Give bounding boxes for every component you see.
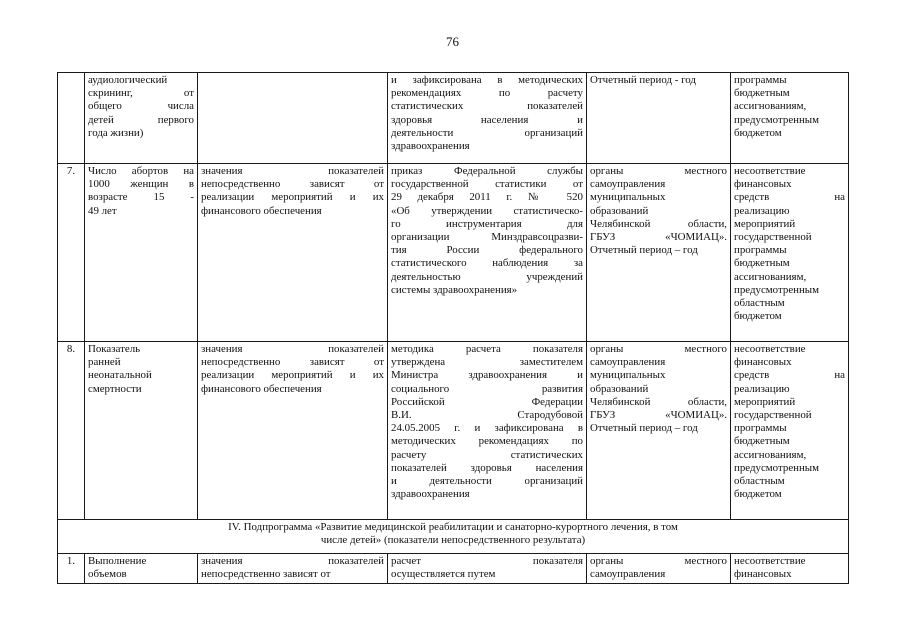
cell-text-line: финансовых: [734, 178, 792, 191]
factors-cell: [198, 164, 388, 342]
cell-text-line: финансовых: [734, 356, 792, 369]
cell-text-line: значения показателей: [201, 555, 384, 567]
cell-text-line: деятельностью учреждений: [391, 270, 583, 283]
cell-text-line: и зафиксирована в методических: [391, 74, 583, 86]
cell-text-line: объемов: [88, 568, 127, 581]
method-cell: [388, 164, 587, 342]
cell-text-line: финансового обеспечения: [201, 204, 322, 217]
cell-text-line: Министра здравоохранения и: [391, 369, 583, 382]
risk-cell: [731, 554, 849, 584]
cell-text-line: реализацию: [734, 204, 790, 217]
cell-text-line: расчету статистических: [391, 448, 583, 461]
cell-text-line: самоуправления: [590, 356, 666, 369]
cell-text-line: государственной статистики от: [391, 178, 583, 191]
risk-cell: [731, 342, 849, 520]
cell-text-line: го инструментария для: [391, 217, 583, 230]
cell-text-line: образований: [590, 382, 649, 395]
indicator-name-cell: [85, 342, 198, 520]
cell-text-line: Челябинской области,: [590, 395, 727, 408]
cell-text-line: органы местного: [590, 165, 727, 177]
cell-text-line: бюджетным: [734, 257, 790, 270]
source-cell: [587, 73, 731, 164]
cell-text-line: «Об утверждении статистическо-: [391, 204, 583, 217]
indicator-name-cell: [85, 164, 198, 342]
cell-text-line: 24.05.2005 г. и зафиксирована в: [391, 422, 583, 435]
row-number-cell: 1.: [58, 554, 85, 584]
cell-text-line: реализацию: [734, 382, 790, 395]
cell-text-line: бюджетным: [734, 87, 790, 100]
cell-text-line: 1000 женщин в: [88, 178, 194, 191]
method-cell: [388, 73, 587, 164]
method-cell: [388, 554, 587, 584]
cell-text-line: общего числа: [88, 100, 194, 113]
cell-text-line: статистических показателей: [391, 100, 583, 113]
cell-text-line: здоровья населения и: [391, 113, 583, 126]
cell-text-line: несоответствие: [734, 165, 806, 177]
risk-cell: [731, 73, 849, 164]
cell-text-line: и деятельности организаций: [391, 475, 583, 488]
cell-text-line: государственной: [734, 409, 812, 422]
cell-text-line: непосредственно зависят от: [201, 178, 384, 191]
method-cell: [388, 342, 587, 520]
cell-text-line: Челябинской области,: [590, 217, 727, 230]
cell-text-line: организации Минздравсоцразви-: [391, 231, 583, 244]
cell-text-line: социального развития: [391, 382, 583, 395]
cell-text-line: бюджетным: [734, 435, 790, 448]
cell-text-line: предусмотренным: [734, 283, 820, 296]
cell-text-line: областным: [734, 475, 785, 488]
cell-text-line: утверждена заместителем: [391, 356, 583, 369]
cell-text-line: возрасте 15 -: [88, 191, 194, 204]
cell-text-line: самоуправления: [590, 178, 666, 191]
cell-text-line: несоответствие: [734, 343, 806, 355]
cell-text-line: деятельности организаций: [391, 126, 583, 139]
cell-text-line: средств на: [734, 191, 845, 204]
cell-text-line: областным: [734, 297, 785, 310]
cell-text-line: реализации мероприятий и их: [201, 369, 384, 382]
table-row: [58, 554, 849, 584]
table-row: [58, 164, 849, 342]
indicator-name-cell: [85, 554, 198, 584]
cell-text-line: Отчетный период – год: [590, 422, 698, 435]
cell-text-line: Показатель: [88, 343, 141, 355]
cell-text-line: ГБУЗ «ЧОМИАЦ».: [590, 409, 727, 422]
cell-text-line: приказ Федеральной службы: [391, 165, 583, 177]
cell-text-line: непосредственно зависят от: [201, 568, 331, 581]
cell-text-line: аудиологический: [88, 74, 168, 86]
cell-text-line: рекомендациях по расчету: [391, 87, 583, 100]
cell-text-line: расчет показателя: [391, 555, 583, 567]
cell-text-line: значения показателей: [201, 165, 384, 177]
indicator-name-cell: [85, 73, 198, 164]
row-number-cell: 7.: [58, 164, 85, 342]
cell-text-line: Российской Федерации: [391, 395, 583, 408]
table-row: [58, 73, 849, 164]
cell-text-line: ассигнованиям,: [734, 270, 807, 283]
cell-text-line: бюджетом: [734, 488, 782, 501]
indicator-table: [57, 72, 849, 584]
cell-text-line: предусмотренным: [734, 113, 820, 126]
cell-text-line: здравоохранения: [391, 488, 470, 501]
cell-text-line: статистического наблюдения за: [391, 257, 583, 270]
cell-text-line: финансовых: [734, 568, 792, 581]
cell-text-line: года жизни): [88, 126, 144, 139]
cell-text-line: предусмотренным: [734, 461, 820, 474]
cell-text-line: мероприятий: [734, 217, 796, 230]
cell-text-line: методических рекомендациях по: [391, 435, 583, 448]
cell-text-line: скрининг, от: [88, 87, 194, 100]
cell-text-line: Выполнение: [88, 555, 147, 567]
cell-text-line: показателей здоровья населения: [391, 461, 583, 474]
cell-text-line: ГБУЗ «ЧОМИАЦ».: [590, 231, 727, 244]
risk-cell: [731, 164, 849, 342]
cell-text-line: В.И. Стародубовой: [391, 409, 583, 422]
cell-text-line: муниципальных: [590, 191, 666, 204]
cell-text-line: здравоохранения: [391, 140, 470, 153]
section-header-cell: [58, 520, 849, 554]
factors-cell: [198, 342, 388, 520]
factors-cell: [198, 73, 388, 164]
section-header-line: IV. Подпрограмма «Развитие медицинской реабилитации и санаторно-курортного лечения, в том: [228, 521, 678, 533]
cell-text-line: программы: [734, 422, 787, 435]
cell-text-line: финансового обеспечения: [201, 382, 322, 395]
cell-text-line: бюджетом: [734, 310, 782, 323]
cell-text-line: методика расчета показателя: [391, 343, 583, 355]
source-cell: [587, 164, 731, 342]
cell-text-line: органы местного: [590, 555, 727, 567]
cell-text-line: муниципальных: [590, 369, 666, 382]
cell-text-line: значения показателей: [201, 343, 384, 355]
cell-text-line: органы местного: [590, 343, 727, 355]
cell-text-line: государственной: [734, 231, 812, 244]
page-number: 76: [446, 34, 459, 49]
cell-text-line: самоуправления: [590, 568, 666, 581]
cell-text-line: программы: [734, 74, 787, 86]
cell-text-line: неонатальной: [88, 369, 152, 382]
section-header-line: числе детей» (показатели непосредственного результата): [320, 534, 586, 547]
cell-text-line: образований: [590, 204, 649, 217]
cell-text-line: средств на: [734, 369, 845, 382]
cell-text-line: 29 декабря 2011 г. № 520: [391, 191, 583, 204]
table-row: [58, 342, 849, 520]
cell-text-line: программы: [734, 244, 787, 257]
cell-text-line: Отчетный период – год: [590, 244, 698, 257]
factors-cell: [198, 554, 388, 584]
cell-text-line: осуществляется путем: [391, 568, 496, 581]
source-cell: [587, 342, 731, 520]
row-number-cell: [58, 73, 85, 164]
cell-text-line: Число абортов на: [88, 165, 194, 177]
cell-text-line: Отчетный период - год: [590, 74, 696, 86]
cell-text-line: реализации мероприятий и их: [201, 191, 384, 204]
cell-text-line: непосредственно зависят от: [201, 356, 384, 369]
row-number-cell: 8.: [58, 342, 85, 520]
cell-text-line: несоответствие: [734, 555, 806, 567]
cell-text-line: системы здравоохранения»: [391, 283, 518, 296]
cell-text-line: ассигнованиям,: [734, 100, 807, 113]
cell-text-line: мероприятий: [734, 395, 796, 408]
cell-text-line: 49 лет: [88, 204, 117, 217]
cell-text-line: бюджетом: [734, 126, 782, 139]
cell-text-line: ассигнованиям,: [734, 448, 807, 461]
cell-text-line: ранней: [88, 356, 121, 369]
cell-text-line: тия России федерального: [391, 244, 583, 257]
source-cell: [587, 554, 731, 584]
cell-text-line: детей первого: [88, 113, 194, 126]
section-header-row: [58, 520, 849, 554]
cell-text-line: смертности: [88, 382, 142, 395]
